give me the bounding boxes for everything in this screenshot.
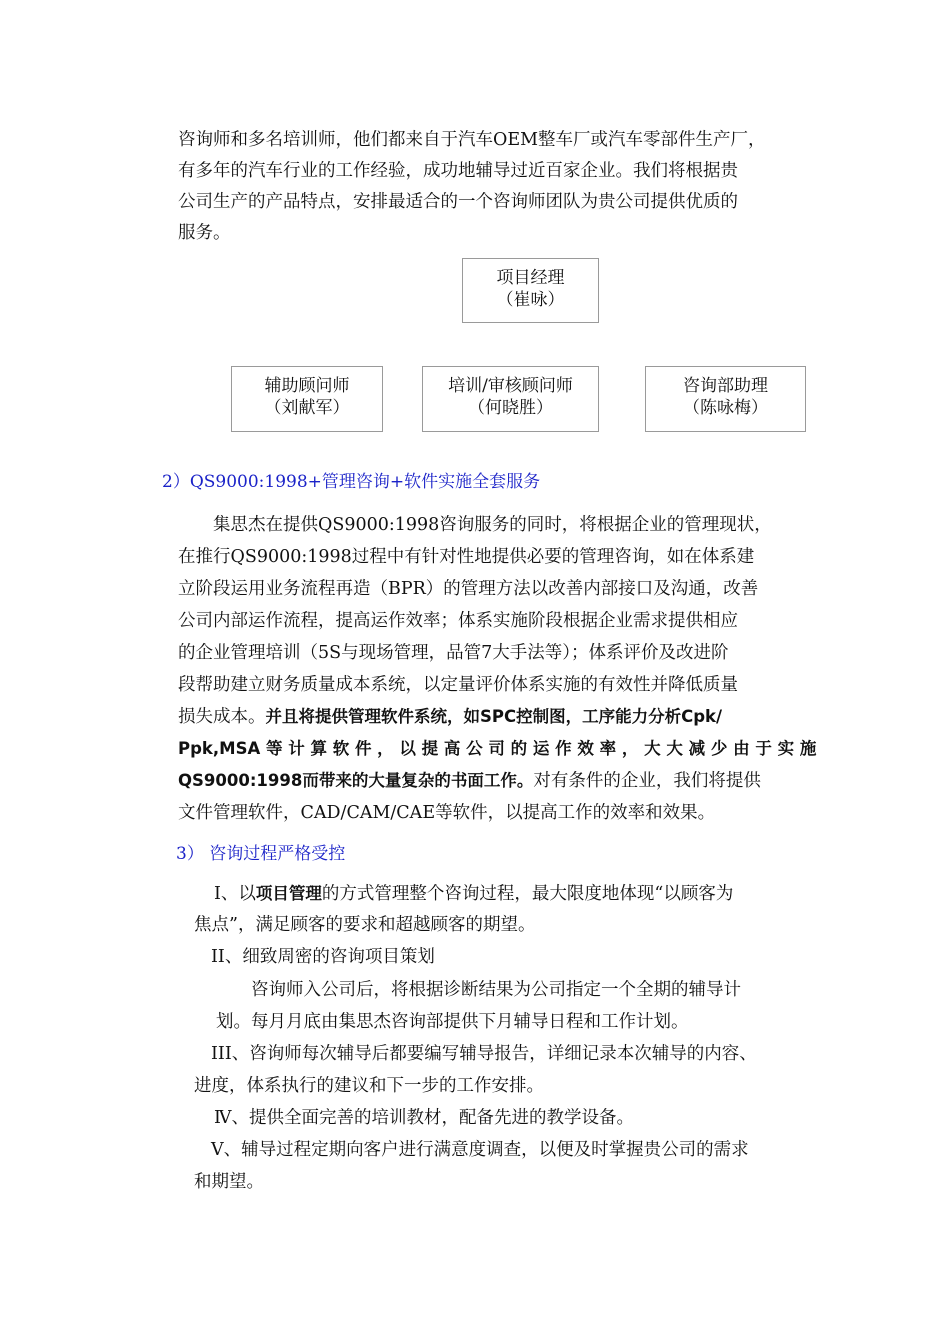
section2-line: 立阶段运用业务流程再造（BPR）的管理方法以改善内部接口及沟通，改善 bbox=[178, 579, 759, 599]
section3-heading: 3） 咨询过程严格受控 bbox=[176, 844, 346, 864]
section2-heading: 2）QS9000:1998+管理咨询+软件实施全套服务 bbox=[162, 472, 541, 492]
section3-item-2-body: 划。每月月底由集思杰咨询部提供下月辅导日程和工作计划。 bbox=[216, 1012, 689, 1032]
section2-text: 对有条件的企业，我们将提供 bbox=[533, 771, 761, 791]
org-box-title: 咨询部助理 bbox=[683, 376, 768, 396]
item-text: 的方式管理整个咨询过程，最大限度地体现“以顾客为 bbox=[321, 884, 734, 904]
section2-bold-text: 并且将提供管理软件系统，如SPC控制图，工序能力分析Cpk/ bbox=[265, 707, 723, 726]
org-box-name: （何晓胜） bbox=[468, 398, 553, 418]
section2-line: 的企业管理培训（5S与现场管理，品管7大手法等）；体系评价及改进阶 bbox=[178, 643, 729, 663]
intro-line: 公司生产的产品特点，安排最适合的一个咨询师团队为贵公司提供优质的 bbox=[178, 192, 738, 212]
section3-item-1 bbox=[214, 882, 733, 906]
org-box-name: （崔咏） bbox=[496, 290, 565, 310]
section2-line-bold bbox=[178, 737, 816, 761]
section2-line-mixed bbox=[178, 769, 761, 793]
section2-bold-text: QS9000:1998而带来的大量复杂的书面工作。 bbox=[178, 771, 534, 790]
section2-line: 段帮助建立财务质量成本系统，以定量评价体系实施的有效性并降低质量 bbox=[178, 675, 738, 695]
org-box-project-manager bbox=[462, 258, 599, 323]
section2-line-mixed bbox=[178, 705, 722, 729]
org-box-name: （陈咏梅） bbox=[683, 398, 768, 418]
section2-bold-text: Ppk,MSA 等 计 算 软 件 ， 以 提 高 公 司 的 运 作 效 率 ， 大 大 减 少 由 于 实 施 bbox=[178, 739, 817, 758]
intro-line: 服务。 bbox=[178, 223, 231, 243]
org-box-title: 项目经理 bbox=[496, 268, 565, 288]
org-box-trainer-auditor bbox=[422, 366, 599, 432]
intro-line: 咨询师和多名培训师，他们都来自于汽车OEM整车厂或汽车零部件生产厂， bbox=[178, 130, 766, 150]
item-bold-text: 项目管理 bbox=[255, 884, 322, 903]
org-box-title: 培训/审核顾问师 bbox=[448, 376, 573, 396]
section3-item-1-cont: 焦点”，满足顾客的要求和超越顾客的期望。 bbox=[194, 915, 536, 935]
section3-item-5-cont: 和期望。 bbox=[194, 1172, 264, 1192]
section2-text: 损失成本。 bbox=[178, 707, 266, 727]
org-box-assistant-consultant bbox=[231, 366, 383, 432]
section2-line: 集思杰在提供QS9000:1998咨询服务的同时，将根据企业的管理现状， bbox=[178, 515, 772, 535]
item-prefix: Ⅰ、以 bbox=[214, 884, 256, 904]
section3-item-5: V、辅导过程定期向客户进行满意度调查，以便及时掌握贵公司的需求 bbox=[211, 1140, 749, 1160]
section2-line: 公司内部运作流程，提高运作效率；体系实施阶段根据企业需求提供相应 bbox=[178, 611, 738, 631]
intro-line: 有多年的汽车行业的工作经验，成功地辅导过近百家企业。我们将根据贵 bbox=[178, 161, 738, 181]
org-box-title: 辅助顾问师 bbox=[264, 376, 350, 396]
section3-item-2: II、细致周密的咨询项目策划 bbox=[211, 947, 435, 967]
org-box-name: （刘献军） bbox=[264, 398, 350, 418]
section2-line: 文件管理软件，CAD/CAM/CAE等软件，以提高工作的效率和效果。 bbox=[178, 803, 716, 823]
section3-item-3: III、咨询师每次辅导后都要编写辅导报告，详细记录本次辅导的内容、 bbox=[211, 1044, 757, 1064]
section3-item-2-body: 咨询师入公司后，将根据诊断结果为公司指定一个全期的辅导计 bbox=[251, 980, 741, 1000]
org-box-dept-assistant bbox=[645, 366, 806, 432]
section3-item-4: Ⅳ、提供全面完善的培训教材，配备先进的教学设备。 bbox=[214, 1108, 634, 1128]
section2-line: 在推行QS9000:1998过程中有针对性地提供必要的管理咨询，如在体系建 bbox=[178, 547, 755, 567]
section3-item-3-cont: 进度，体系执行的建议和下一步的工作安排。 bbox=[194, 1076, 544, 1096]
